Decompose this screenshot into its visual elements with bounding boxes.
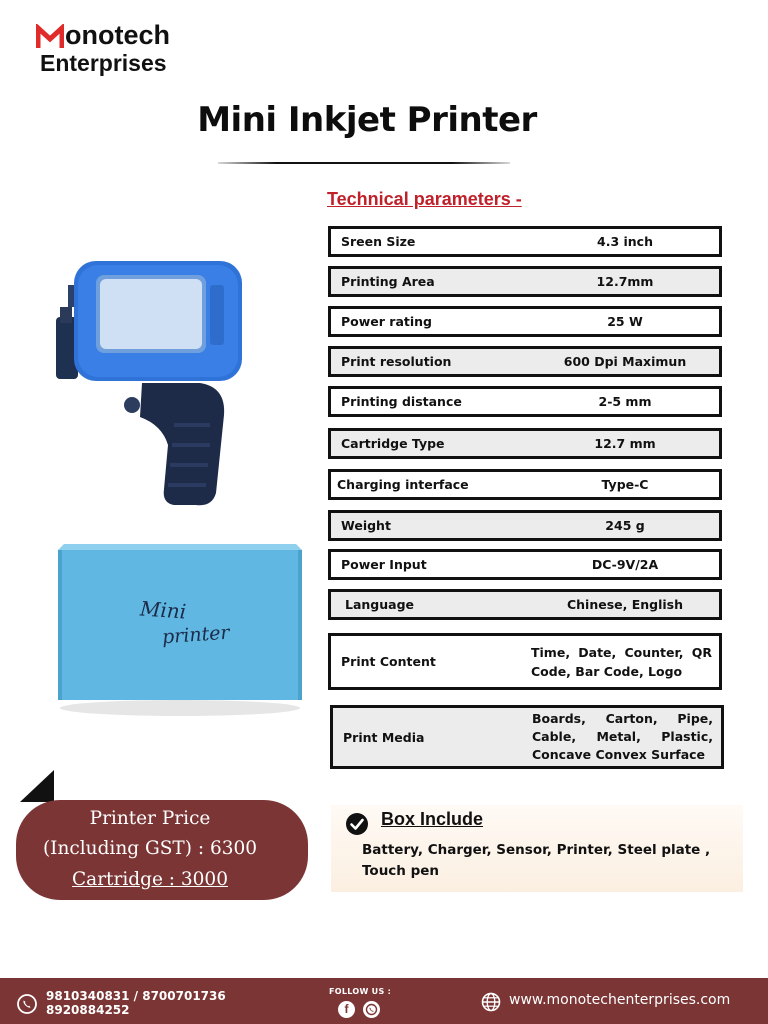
printer-price: (Including GST) : 6300 — [42, 838, 258, 859]
spec-label: Charging interface — [337, 477, 469, 492]
phone-line1: 9810340831 / 8700701736 — [46, 989, 226, 1003]
price-label: Printer Price — [89, 808, 211, 829]
spec-row — [328, 386, 722, 417]
spec-row — [328, 306, 722, 337]
footer-bar — [0, 978, 768, 1024]
title-divider — [218, 162, 510, 164]
spec-label: Sreen Size — [341, 234, 416, 249]
cartridge-price: Cartridge : 3000 — [72, 869, 228, 890]
spec-value: 25 W — [607, 314, 643, 329]
spec-value: Time, Date, Counter, QR Code, Bar Code, Logo — [531, 644, 712, 679]
whatsapp-phone-icon — [16, 993, 38, 1015]
box-text-line1: Mini — [139, 596, 187, 624]
brand-logo — [36, 20, 170, 76]
spec-row — [328, 510, 722, 541]
follow-label: FOLLOW US : — [329, 987, 392, 996]
website-link[interactable]: www.monotechenterprises.com — [509, 992, 731, 1008]
price-corner-accent — [20, 770, 54, 802]
spec-label: Power Input — [341, 557, 427, 572]
box-text-line2: printer — [161, 621, 231, 649]
m-logo-icon — [36, 24, 64, 50]
page-title: Mini Inkjet Printer — [197, 100, 537, 140]
spec-label: Power rating — [341, 314, 432, 329]
spec-value: Chinese, English — [566, 597, 684, 612]
spec-label: Cartridge Type — [341, 436, 445, 451]
spec-value: Type-C — [601, 477, 649, 492]
spec-value: 600 Dpi Maximun — [563, 354, 687, 369]
spec-label: Weight — [341, 518, 391, 533]
whatsapp-icon[interactable] — [363, 1001, 380, 1018]
spec-value: DC-9V/2A — [591, 557, 659, 572]
printer-product-image — [50, 255, 250, 515]
price-badge — [16, 800, 308, 900]
spec-value: Boards, Carton, Pipe, Cable, Metal, Plastic, Concave Convex Surface — [532, 711, 713, 762]
spec-label: Language — [345, 597, 415, 612]
check-circle-icon — [345, 812, 369, 836]
spec-value: 12.7mm — [596, 274, 654, 289]
spec-row — [328, 549, 722, 580]
whatsapp-glyph-icon — [363, 1001, 380, 1018]
params-heading: Technical parameters - — [327, 189, 522, 209]
brand-name-line2: Enterprises — [40, 50, 167, 76]
spec-row — [328, 226, 722, 257]
spec-label: Printing Area — [341, 274, 435, 289]
spec-row — [330, 705, 724, 769]
box-include-title: Box Include — [381, 809, 484, 829]
box-include-items: Battery, Charger, Sensor, Printer, Steel plate , Touch pen — [362, 842, 711, 879]
phone-line2: 8920884252 — [46, 1003, 130, 1017]
spec-label: Printing distance — [341, 394, 462, 409]
spec-row — [328, 589, 722, 620]
phone-numbers — [46, 989, 226, 1017]
spec-label: Print Content — [341, 654, 436, 669]
spec-label: Print resolution — [341, 354, 452, 369]
spec-value: 245 g — [605, 518, 645, 533]
spec-row — [328, 469, 722, 500]
spec-value: 2-5 mm — [598, 394, 652, 409]
spec-value: 4.3 inch — [597, 234, 653, 249]
brand-name-text: onotech — [65, 20, 170, 50]
brand-name-line1 — [36, 20, 170, 50]
spec-label: Print Media — [343, 729, 425, 745]
spec-row — [328, 428, 722, 459]
globe-icon — [481, 992, 501, 1012]
spec-row — [328, 266, 722, 297]
spec-row — [328, 346, 722, 377]
spec-value: 12.7 mm — [594, 436, 656, 451]
facebook-icon[interactable]: f — [338, 1001, 355, 1018]
spec-row — [328, 633, 722, 690]
